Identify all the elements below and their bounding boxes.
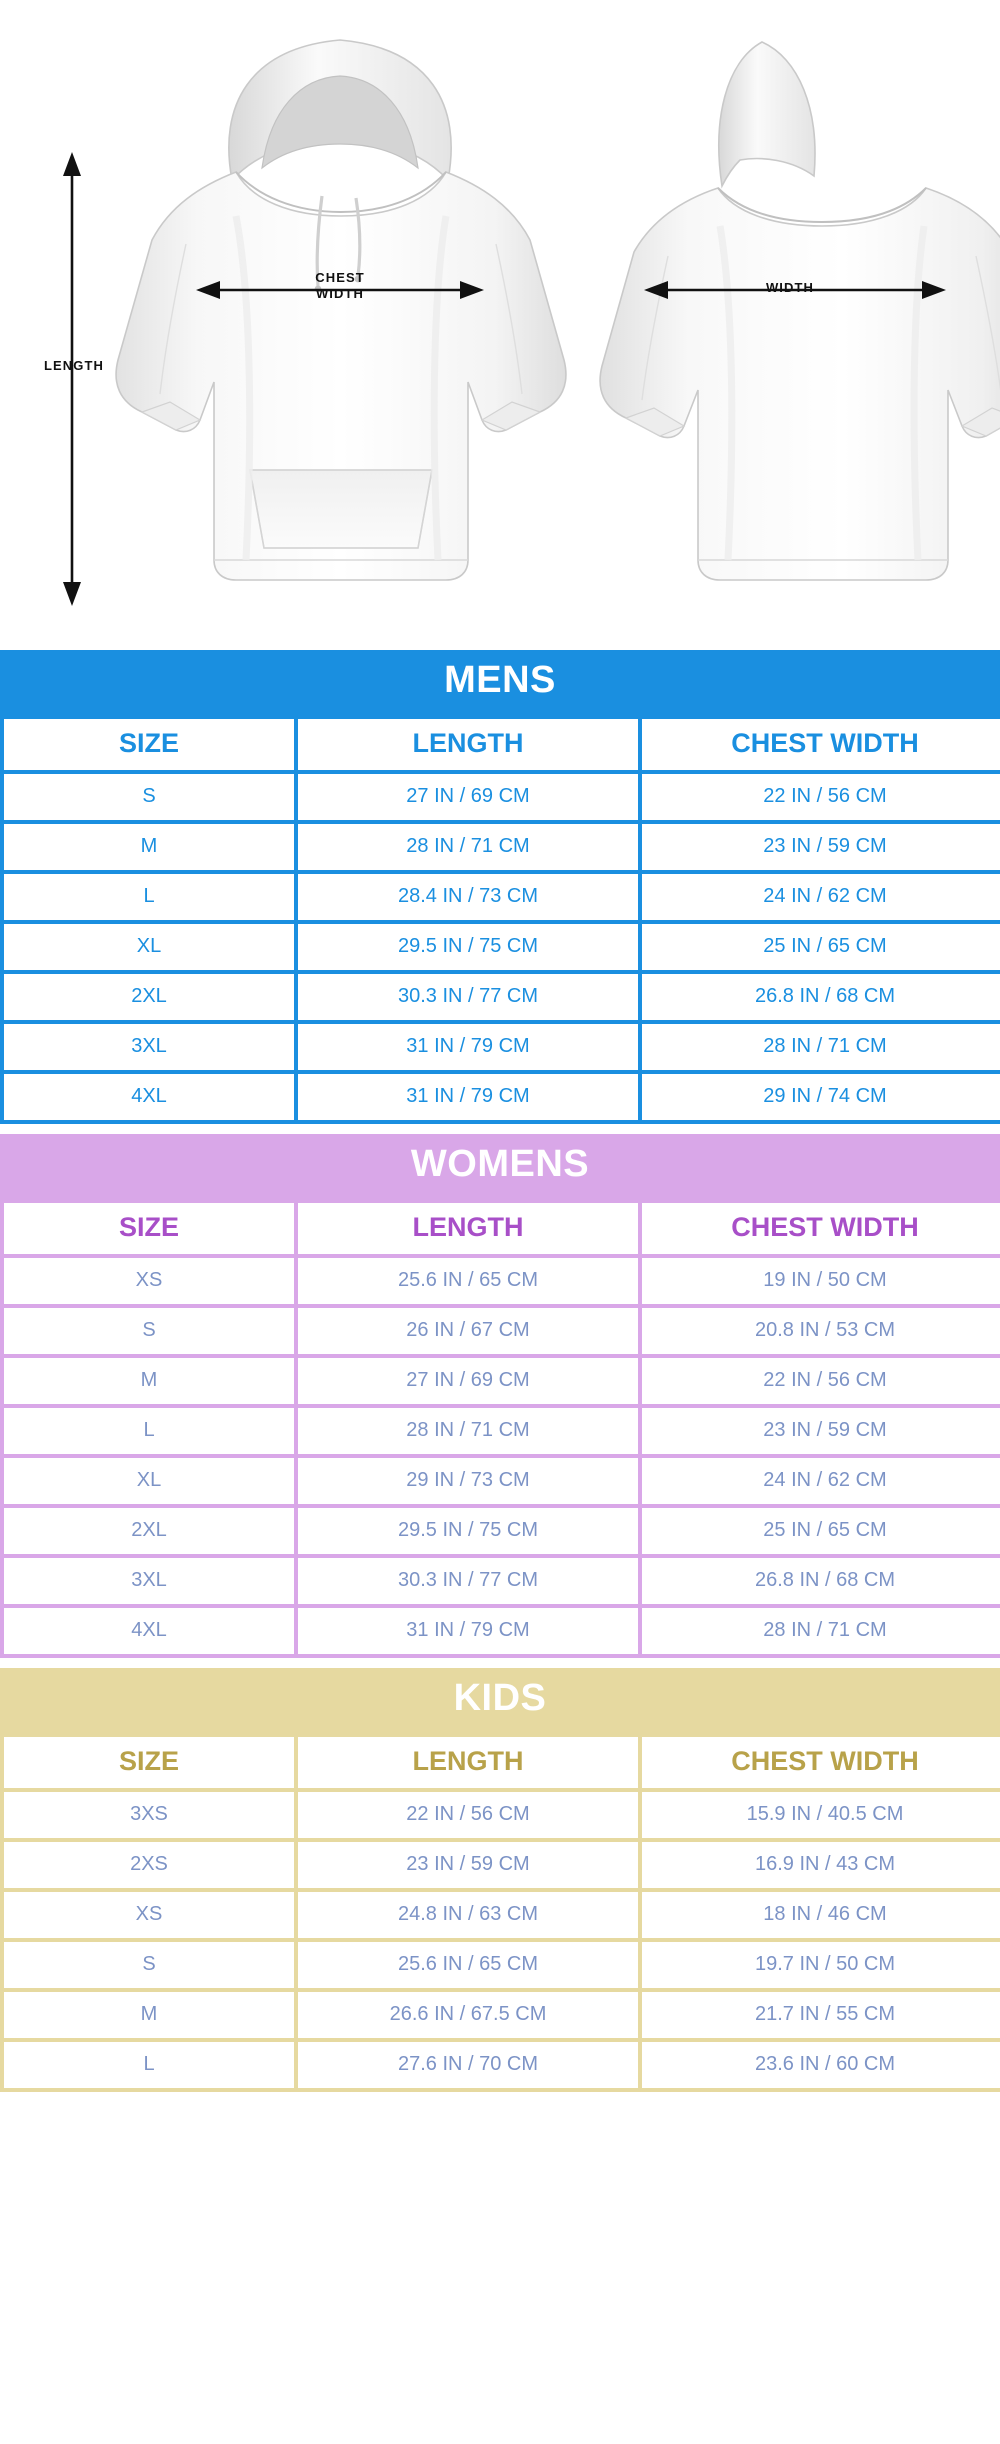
kids-size-table-block: [0, 1668, 1000, 2092]
chest-width-label-line1: CHEST: [315, 270, 365, 285]
cell-chest-width: 26.8 IN / 68 CM: [642, 1558, 1000, 1604]
table-row: [4, 974, 1000, 1020]
section-spacer: [0, 1658, 1000, 1668]
cell-chest-width: 19 IN / 50 CM: [642, 1258, 1000, 1304]
column-header-chest-width: CHEST WIDTH: [642, 1737, 1000, 1788]
cell-size: L: [4, 874, 294, 920]
cell-chest-width: 25 IN / 65 CM: [642, 1508, 1000, 1554]
table-row: [4, 874, 1000, 920]
cell-chest-width: 16.9 IN / 43 CM: [642, 1842, 1000, 1888]
cell-length: 24.8 IN / 63 CM: [298, 1892, 638, 1938]
cell-size: S: [4, 1942, 294, 1988]
mens-size-table-block: [0, 650, 1000, 1124]
table-row: [4, 1508, 1000, 1554]
cell-size: XS: [4, 1258, 294, 1304]
table-row: [4, 1842, 1000, 1888]
cell-size: 2XL: [4, 974, 294, 1020]
cell-size: S: [4, 774, 294, 820]
column-header-size: SIZE: [4, 1203, 294, 1254]
table-header-row: [4, 719, 1000, 770]
cell-length: 31 IN / 79 CM: [298, 1074, 638, 1120]
cell-length: 22 IN / 56 CM: [298, 1792, 638, 1838]
chest-width-label-line2: WIDTH: [315, 286, 365, 302]
cell-length: 27 IN / 69 CM: [298, 774, 638, 820]
table-row: [4, 824, 1000, 870]
cell-length: 29.5 IN / 75 CM: [298, 1508, 638, 1554]
cell-size: M: [4, 1992, 294, 2038]
cell-size: 4XL: [4, 1074, 294, 1120]
table-row: [4, 1358, 1000, 1404]
cell-length: 28 IN / 71 CM: [298, 1408, 638, 1454]
cell-length: 31 IN / 79 CM: [298, 1608, 638, 1654]
table-row: [4, 1458, 1000, 1504]
column-header-length: LENGTH: [298, 1737, 638, 1788]
cell-length: 27.6 IN / 70 CM: [298, 2042, 638, 2088]
womens-size-table-block: [0, 1134, 1000, 1658]
hoodie-illustration: [0, 0, 1000, 650]
table-row: [4, 1892, 1000, 1938]
cell-chest-width: 26.8 IN / 68 CM: [642, 974, 1000, 1020]
cell-size: XL: [4, 924, 294, 970]
cell-length: 26 IN / 67 CM: [298, 1308, 638, 1354]
cell-chest-width: 24 IN / 62 CM: [642, 1458, 1000, 1504]
cell-size: XL: [4, 1458, 294, 1504]
cell-chest-width: 23 IN / 59 CM: [642, 1408, 1000, 1454]
cell-chest-width: 15.9 IN / 40.5 CM: [642, 1792, 1000, 1838]
cell-length: 31 IN / 79 CM: [298, 1024, 638, 1070]
table-row: [4, 1074, 1000, 1120]
mens-size-table: [0, 715, 1000, 1124]
cell-chest-width: 18 IN / 46 CM: [642, 1892, 1000, 1938]
hoodie-front-view: [116, 40, 566, 580]
cell-size: 2XL: [4, 1508, 294, 1554]
column-header-length: LENGTH: [298, 719, 638, 770]
table-row: [4, 1608, 1000, 1654]
cell-size: L: [4, 2042, 294, 2088]
cell-chest-width: 21.7 IN / 55 CM: [642, 1992, 1000, 2038]
cell-size: L: [4, 1408, 294, 1454]
cell-chest-width: 19.7 IN / 50 CM: [642, 1942, 1000, 1988]
kids-size-table: [0, 1733, 1000, 2092]
cell-length: 25.6 IN / 65 CM: [298, 1258, 638, 1304]
mens-table-title: MENS: [444, 659, 556, 701]
table-row: [4, 1942, 1000, 1988]
cell-length: 26.6 IN / 67.5 CM: [298, 1992, 638, 2038]
cell-chest-width: 29 IN / 74 CM: [642, 1074, 1000, 1120]
cell-length: 29 IN / 73 CM: [298, 1458, 638, 1504]
cell-size: 3XL: [4, 1024, 294, 1070]
column-header-size: SIZE: [4, 719, 294, 770]
column-header-chest-width: CHEST WIDTH: [642, 1203, 1000, 1254]
table-row: [4, 1024, 1000, 1070]
cell-chest-width: 28 IN / 71 CM: [642, 1608, 1000, 1654]
column-header-size: SIZE: [4, 1737, 294, 1788]
column-header-chest-width: CHEST WIDTH: [642, 719, 1000, 770]
width-label: WIDTH: [765, 280, 815, 295]
table-row: [4, 1258, 1000, 1304]
cell-size: 2XS: [4, 1842, 294, 1888]
cell-length: 27 IN / 69 CM: [298, 1358, 638, 1404]
length-arrow: [63, 152, 81, 606]
kids-table-title: KIDS: [453, 1677, 547, 1719]
cell-length: 23 IN / 59 CM: [298, 1842, 638, 1888]
hoodie-back-view: [600, 42, 1000, 580]
table-row: [4, 1308, 1000, 1354]
cell-chest-width: 23 IN / 59 CM: [642, 824, 1000, 870]
length-label: LENGTH: [43, 358, 105, 373]
cell-length: 28.4 IN / 73 CM: [298, 874, 638, 920]
womens-table-title: WOMENS: [410, 1143, 590, 1185]
cell-length: 30.3 IN / 77 CM: [298, 1558, 638, 1604]
cell-chest-width: 24 IN / 62 CM: [642, 874, 1000, 920]
cell-size: 4XL: [4, 1608, 294, 1654]
cell-length: 25.6 IN / 65 CM: [298, 1942, 638, 1988]
chest-width-label: [260, 270, 420, 303]
table-row: [4, 1558, 1000, 1604]
cell-length: 28 IN / 71 CM: [298, 824, 638, 870]
cell-chest-width: 22 IN / 56 CM: [642, 1358, 1000, 1404]
table-header-row: [4, 1737, 1000, 1788]
hoodie-diagram: [0, 0, 1000, 650]
cell-chest-width: 20.8 IN / 53 CM: [642, 1308, 1000, 1354]
cell-size: S: [4, 1308, 294, 1354]
cell-size: M: [4, 1358, 294, 1404]
column-header-length: LENGTH: [298, 1203, 638, 1254]
cell-size: 3XL: [4, 1558, 294, 1604]
cell-chest-width: 23.6 IN / 60 CM: [642, 2042, 1000, 2088]
table-row: [4, 1792, 1000, 1838]
cell-size: M: [4, 824, 294, 870]
section-spacer: [0, 1124, 1000, 1134]
cell-size: 3XS: [4, 1792, 294, 1838]
table-header-row: [4, 1203, 1000, 1254]
cell-size: XS: [4, 1892, 294, 1938]
cell-chest-width: 25 IN / 65 CM: [642, 924, 1000, 970]
table-row: [4, 1992, 1000, 2038]
cell-length: 30.3 IN / 77 CM: [298, 974, 638, 1020]
table-row: [4, 774, 1000, 820]
table-row: [4, 924, 1000, 970]
cell-length: 29.5 IN / 75 CM: [298, 924, 638, 970]
cell-chest-width: 22 IN / 56 CM: [642, 774, 1000, 820]
cell-chest-width: 28 IN / 71 CM: [642, 1024, 1000, 1070]
womens-size-table: [0, 1199, 1000, 1658]
table-row: [4, 2042, 1000, 2088]
table-row: [4, 1408, 1000, 1454]
